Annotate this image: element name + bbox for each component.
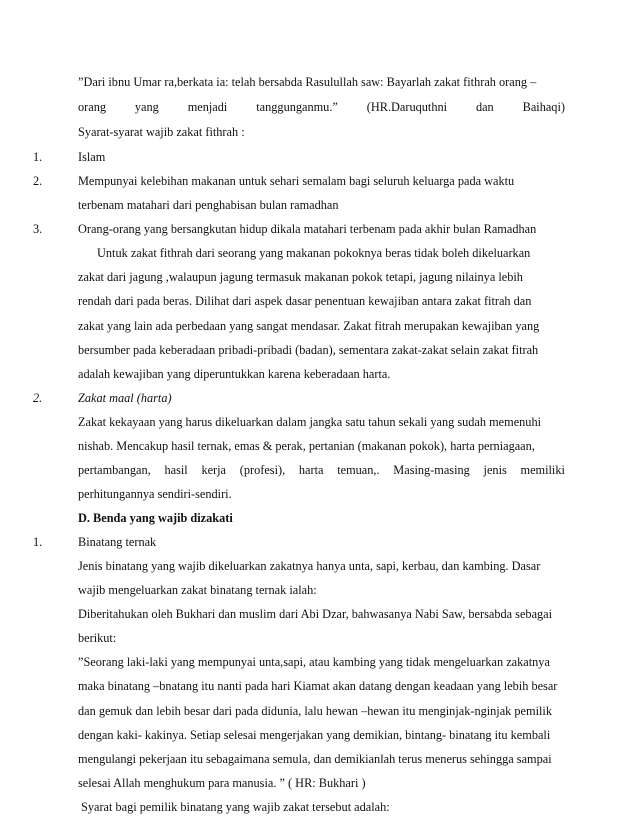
zakat-maal-word: jenis <box>483 463 507 477</box>
section-d-heading: D. Benda yang wajib dizakati <box>78 511 233 525</box>
hadith-2-line: maka binatang –bnatang itu nanti pada hari Kiamat akan datang dengan keadaan yang lebih besar <box>78 679 558 693</box>
hadith-1-word: orang <box>78 100 106 114</box>
paragraph-line: Untuk zakat fithrah dari seorang yang makanan pokoknya beras tidak boleh dikeluarkan <box>97 246 531 260</box>
hadith-1-word: tanggunganmu.” <box>256 100 338 114</box>
list-item-text: Mempunyai kelebihan makanan untuk sehari semalam bagi seluruh keluarga pada waktu <box>78 174 515 188</box>
list-number: 2. <box>33 174 43 188</box>
paragraph-line: bersumber pada keberadaan pribadi-pribadi (badan), sementara zakat-zakat selain zakat fitrah <box>78 343 539 357</box>
hadith-2-line: dengan kaki- kakinya. Setiap selesai mengerjakan yang demikian, bintang- binatang itu kembali <box>78 728 551 742</box>
list-item-text: Islam <box>78 150 106 164</box>
paragraph-line: perhitungannya sendiri-sendiri. <box>78 487 232 501</box>
paragraph-line: Jenis binatang yang wajib dikeluarkan zakatnya hanya unta, sapi, kerbau, dan kambing. Dasar <box>78 559 541 573</box>
zakat-maal-word: harta <box>298 463 324 477</box>
list-number: 3. <box>33 222 43 236</box>
zakat-maal-word: kerja <box>201 463 227 477</box>
hadith-1-word: dan <box>475 100 494 114</box>
syarat-intro: Syarat-syarat wajib zakat fithrah : <box>78 125 245 139</box>
list-number: 1. <box>33 535 43 549</box>
paragraph-line: zakat yang lain ada perbedaan yang sangat mendasar. Zakat fitrah merupakan kewajiban yang <box>78 319 540 333</box>
zakat-maal-word: hasil <box>164 463 188 477</box>
hadith-2-line: mengulangi pekerjaan itu sebagaimana semula, dan demikianlah terus menerus sehingga sampai <box>78 752 552 766</box>
hadith-1-line-1: ”Dari ibnu Umar ra,berkata ia: telah bersabda Rasulullah saw: Bayarlah zakat fithrah orang – <box>78 75 537 89</box>
zakat-maal-title: Zakat maal (harta) <box>78 391 172 405</box>
closing-line: Syarat bagi pemilik binatang yang wajib zakat tersebut adalah: <box>81 800 390 814</box>
list-number: 2. <box>33 391 43 405</box>
zakat-maal-word: pertambangan, <box>78 463 151 477</box>
hadith-1-word: Baihaqi) <box>522 100 565 114</box>
list-number: 1. <box>33 150 43 164</box>
paragraph-line: berikut: <box>78 631 117 645</box>
paragraph-line: Diberitahukan oleh Bukhari dan muslim dari Abi Dzar, bahwasanya Nabi Saw, bersabda sebagai <box>78 607 553 621</box>
hadith-2-line: ”Seorang laki-laki yang mempunyai unta,sapi, atau kambing yang tidak mengeluarkan zakatnya <box>78 655 550 669</box>
zakat-maal-word: memiliki <box>520 463 565 477</box>
zakat-maal-word: (profesi), <box>239 463 286 477</box>
paragraph-line: rendah dari pada beras. Dilihat dari aspek dasar penentuan kewajiban antara zakat fitrah dan <box>78 294 532 308</box>
paragraph-line: adalah kewajiban yang diperuntukkan karena keberadaan harta. <box>78 367 391 381</box>
paragraph-line: zakat dari jagung ,walaupun jagung termasuk makanan pokok tetapi, jagung nilainya lebih <box>78 270 523 284</box>
list-item-text: Orang-orang yang bersangkutan hidup dikala matahari terbenam pada akhir bulan Ramadhan <box>78 222 537 236</box>
hadith-1-word: yang <box>134 100 159 114</box>
zakat-maal-line-3 <box>78 459 565 481</box>
hadith-2-line: selesai Allah menghukum para manusia. ” ( HR: Bukhari ) <box>78 776 366 790</box>
paragraph-line: nishab. Mencakup hasil ternak, emas & perak, pertanian (makanan pokok), harta perniagaan, <box>78 439 535 453</box>
binatang-title: Binatang ternak <box>78 535 157 549</box>
paragraph-line: Zakat kekayaan yang harus dikeluarkan dalam jangka satu tahun sekali yang sudah memenuhi <box>78 415 542 429</box>
paragraph-line: wajib mengeluarkan zakat binatang ternak ialah: <box>78 583 317 597</box>
hadith-2-line: dan gemuk dan lebih besar dari pada didunia, lalu hewan –hewan itu menginjak-nginjak pemilik <box>78 704 552 718</box>
hadith-1-line-2 <box>78 96 565 118</box>
zakat-maal-word: temuan,. <box>337 463 380 477</box>
zakat-maal-word: Masing-masing <box>393 463 470 477</box>
hadith-1-word: menjadi <box>187 100 228 114</box>
hadith-1-word: (HR.Daruquthni <box>366 100 448 114</box>
list-item-text: terbenam matahari dari penghabisan bulan ramadhan <box>78 198 339 212</box>
